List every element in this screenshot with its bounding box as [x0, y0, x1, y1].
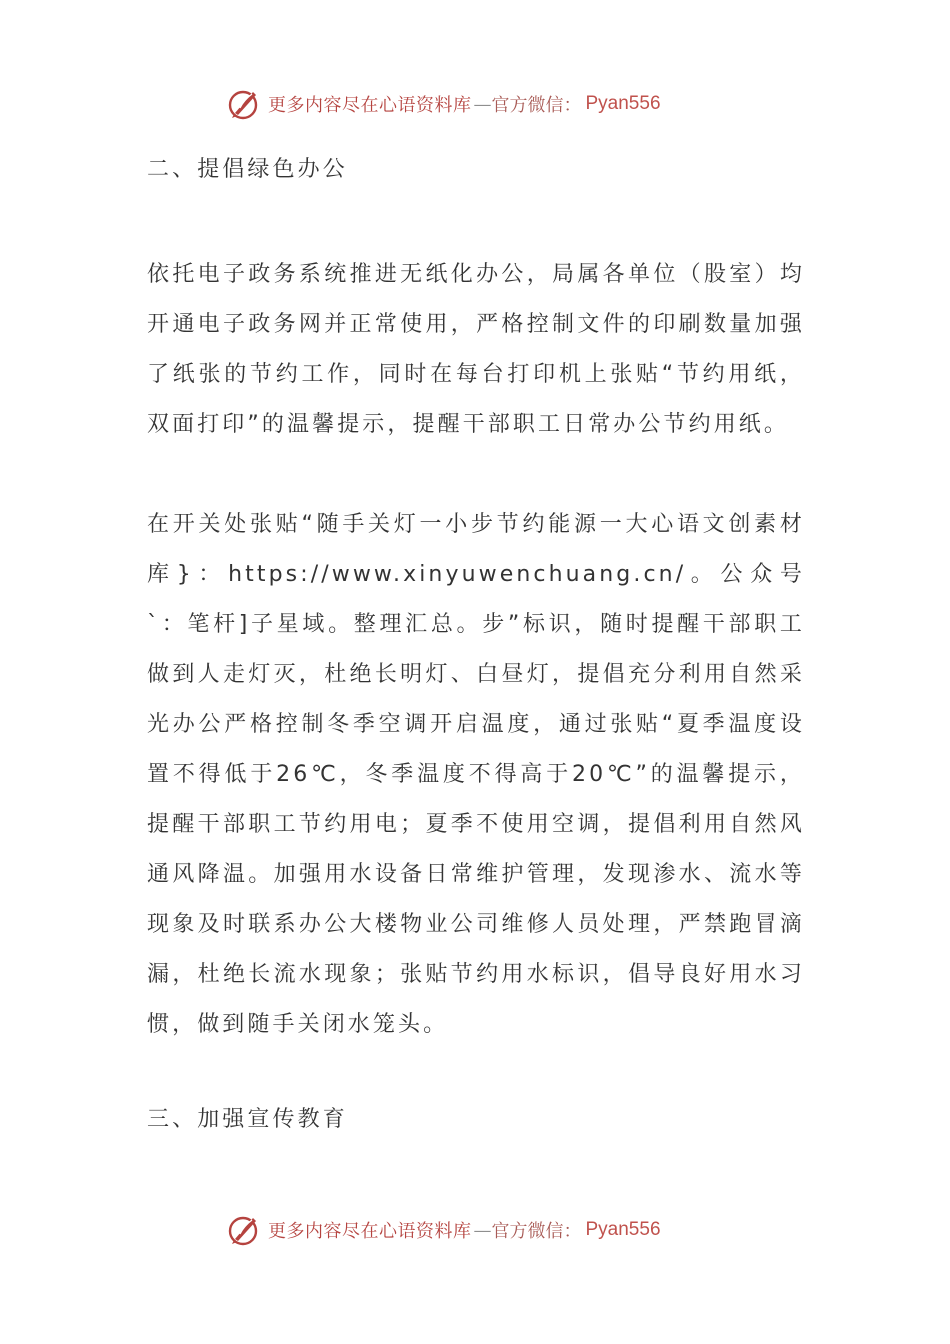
- footer-banner-dash: —: [473, 1219, 492, 1241]
- footer-banner: [226, 1210, 726, 1250]
- header-banner-text: 更多内容尽在心语资料库: [268, 95, 472, 116]
- paragraph-paper-saving: 依托电子政务系统推进无纸化办公，局属各单位（股室）均开通电子政务网并正常使用，严格控制文件的印刷数量加强了纸张的节约工作，同时在每台打印机上张贴“节约用纸，双面打印”的温馨提示，提醒干部职工日常办公节约用纸。: [147, 262, 805, 437]
- section-heading-2: 二、提倡绿色办公: [147, 157, 348, 182]
- footer-banner-text: 更多内容尽在心语资料库: [268, 1221, 472, 1242]
- quill-pen-logo-icon: [226, 86, 262, 122]
- section-heading-3: 三、加强宣传教育: [147, 1107, 348, 1132]
- header-wechat-id: Pyan556: [585, 93, 661, 114]
- document-body: [147, 150, 805, 1140]
- paragraph-energy-saving: 在开关处张贴“随手关灯一小步节约能源一大心语文创素材库}：https://www.xinyuwenchuang.cn/。公众号`：笔杆]子星域。整理汇总。步”标识，随时提醒干部职工做到人走灯灭，杜绝长明灯、白昼灯，提倡充分利用自然采光办公严格控制冬季空调开启温度，通过张贴“夏季温度设置不得低于26℃，冬季温度不得高于20℃”的温馨提示，提醒干部职工节约用电；夏季不使用空调，提倡利用自然风通风降温。加强用水设备日常维护管理，发现渗水、流水等现象及时联系办公大楼物业公司维修人员处理，严禁跑冒滴漏，杜绝长流水现象；张贴节约用水标识，倡导良好用水习惯，做到随手关闭水笼头。: [147, 512, 805, 1037]
- footer-wechat-id: Pyan556: [585, 1219, 661, 1240]
- quill-pen-logo-icon: [226, 1212, 262, 1248]
- header-banner-dash: —: [473, 93, 492, 115]
- header-banner: [226, 84, 726, 124]
- footer-wechat-label: 官方微信：: [491, 1221, 582, 1242]
- header-wechat-label: 官方微信：: [491, 95, 582, 116]
